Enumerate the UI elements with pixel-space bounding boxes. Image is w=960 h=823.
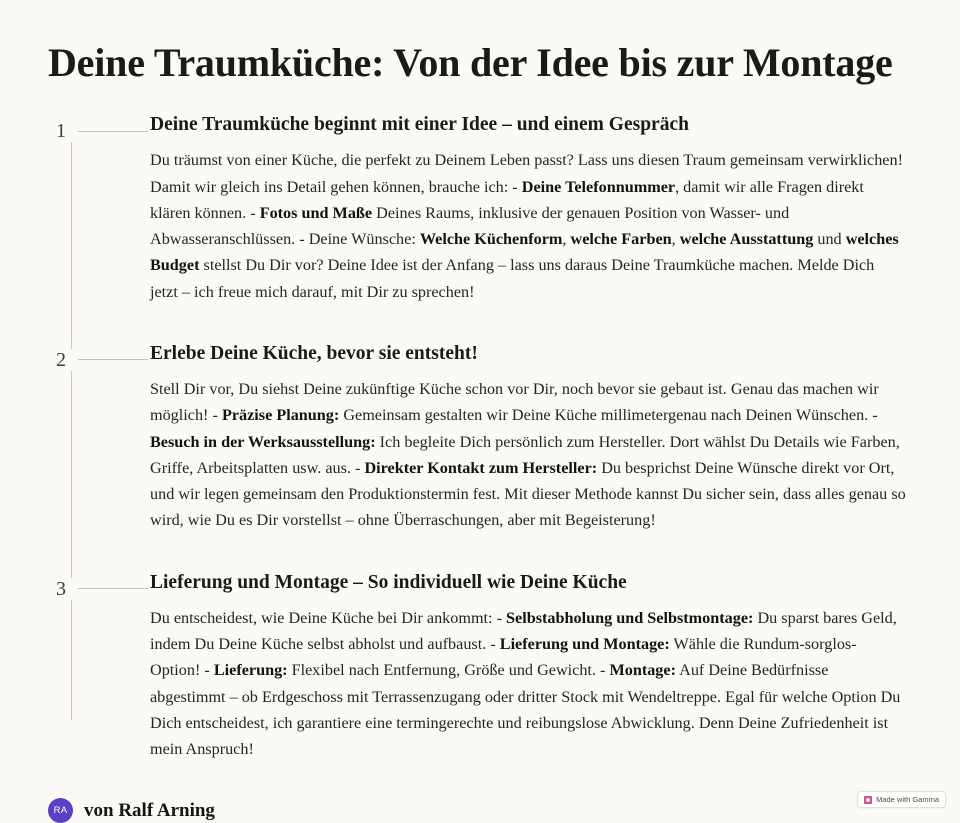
- step-body: [148, 112, 908, 305]
- author-name: von Ralf Arning: [84, 799, 215, 821]
- step-connector: [78, 359, 148, 360]
- step-heading: Erlebe Deine Küche, bevor sie entsteht!: [150, 342, 478, 364]
- list-item: [48, 112, 908, 305]
- avatar: RA: [48, 798, 73, 823]
- step-heading: Deine Traumküche beginnt mit einer Idee – und einem Gespräch: [150, 114, 689, 135]
- list-item: [48, 570, 908, 763]
- step-body: [148, 570, 908, 763]
- step-heading: Lieferung und Montage – So individuell wie Deine Küche: [150, 571, 627, 593]
- step-text: Du träumst von einer Küche, die perfekt zu Deinem Leben passt? Lass uns diesen Traum gemeinsam verwirklichen! Damit wir gleich ins Detail gehen können, brauche ich: - Deine Telefonnummer, damit wir alle Fragen direkt klären können. - Fotos und Maße Deines Raums, inklusive der genauen Position von Wasser- und Abwasseranschlüssen. - Deine Wünsche: Welche Küchenform, welche Farben, welche Ausstattung und welches Budget stellst Du Dir vor? Deine Idee ist der Anfang – lass uns daraus Deine Traumküche machen. Melde Dich jetzt – ich freue mich darauf, mit Dir zu sprechen!: [150, 151, 903, 301]
- made-with-gamma-badge[interactable]: [857, 791, 946, 808]
- step-text: Stell Dir vor, Du siehst Deine zukünftige Küche schon vor Dir, noch bevor sie gebaut ist. Genau das machen wir möglich! - Präzise Planung: Gemeinsam gestalten wir Deine Küche millimetergenau nach Deinen Wünschen. - Besuch in der Werksausstellung: Ich begleite Dich persönlich zum Hersteller. Dort wählst Du Details wie Farben, Griffe, Arbeitsplatten usw. aus. - Direkter Kontakt zum Hersteller: Du besprichst Deine Wünsche direkt vor Ort, und wir legen gemeinsam den Produktionstermin fest. Mit dieser Methode kannst Du sicher sein, dass alles genau so wird, wie Du es Dir vorstellst – ohne Überraschungen, aber mit Begeisterung!: [150, 380, 906, 530]
- list-item: [48, 341, 908, 534]
- step-marker: [48, 570, 148, 600]
- page-title: Deine Traumküche: Von der Idee bis zur Montage: [48, 40, 893, 85]
- gamma-icon: [864, 796, 872, 804]
- steps-list: [48, 112, 908, 762]
- step-marker: [48, 112, 148, 142]
- author-block: [48, 798, 908, 823]
- made-with-gamma-label: Made with Gamma: [876, 795, 939, 804]
- step-text: Du entscheidest, wie Deine Küche bei Dir ankommt: - Selbstabholung und Selbstmontage: Du sparst bares Geld, indem Du Deine Küche selbst abholst und aufbaust. - Lieferung und Montage: Wähle die Rundum-sorglos-Option! - Lieferung: Flexibel nach Entfernung, Größe und Gewicht. - Montage: Auf Deine Bedürfnisse abgestimmt – ob Erdgeschoss mit Terrassenzugang oder dritter Stock mit Wendeltreppe. Egal für welche Option Du Dich entscheidest, ich garantiere eine termingerechte und reibungslose Abwicklung. Denn Deine Zufriedenheit ist mein Anspruch!: [150, 608, 901, 759]
- step-number: 3: [48, 578, 74, 600]
- step-number: 2: [48, 349, 74, 371]
- step-number: 1: [48, 120, 74, 142]
- step-marker: [48, 341, 148, 371]
- step-body: [148, 341, 908, 534]
- step-connector: [78, 588, 148, 589]
- step-connector: [78, 131, 148, 132]
